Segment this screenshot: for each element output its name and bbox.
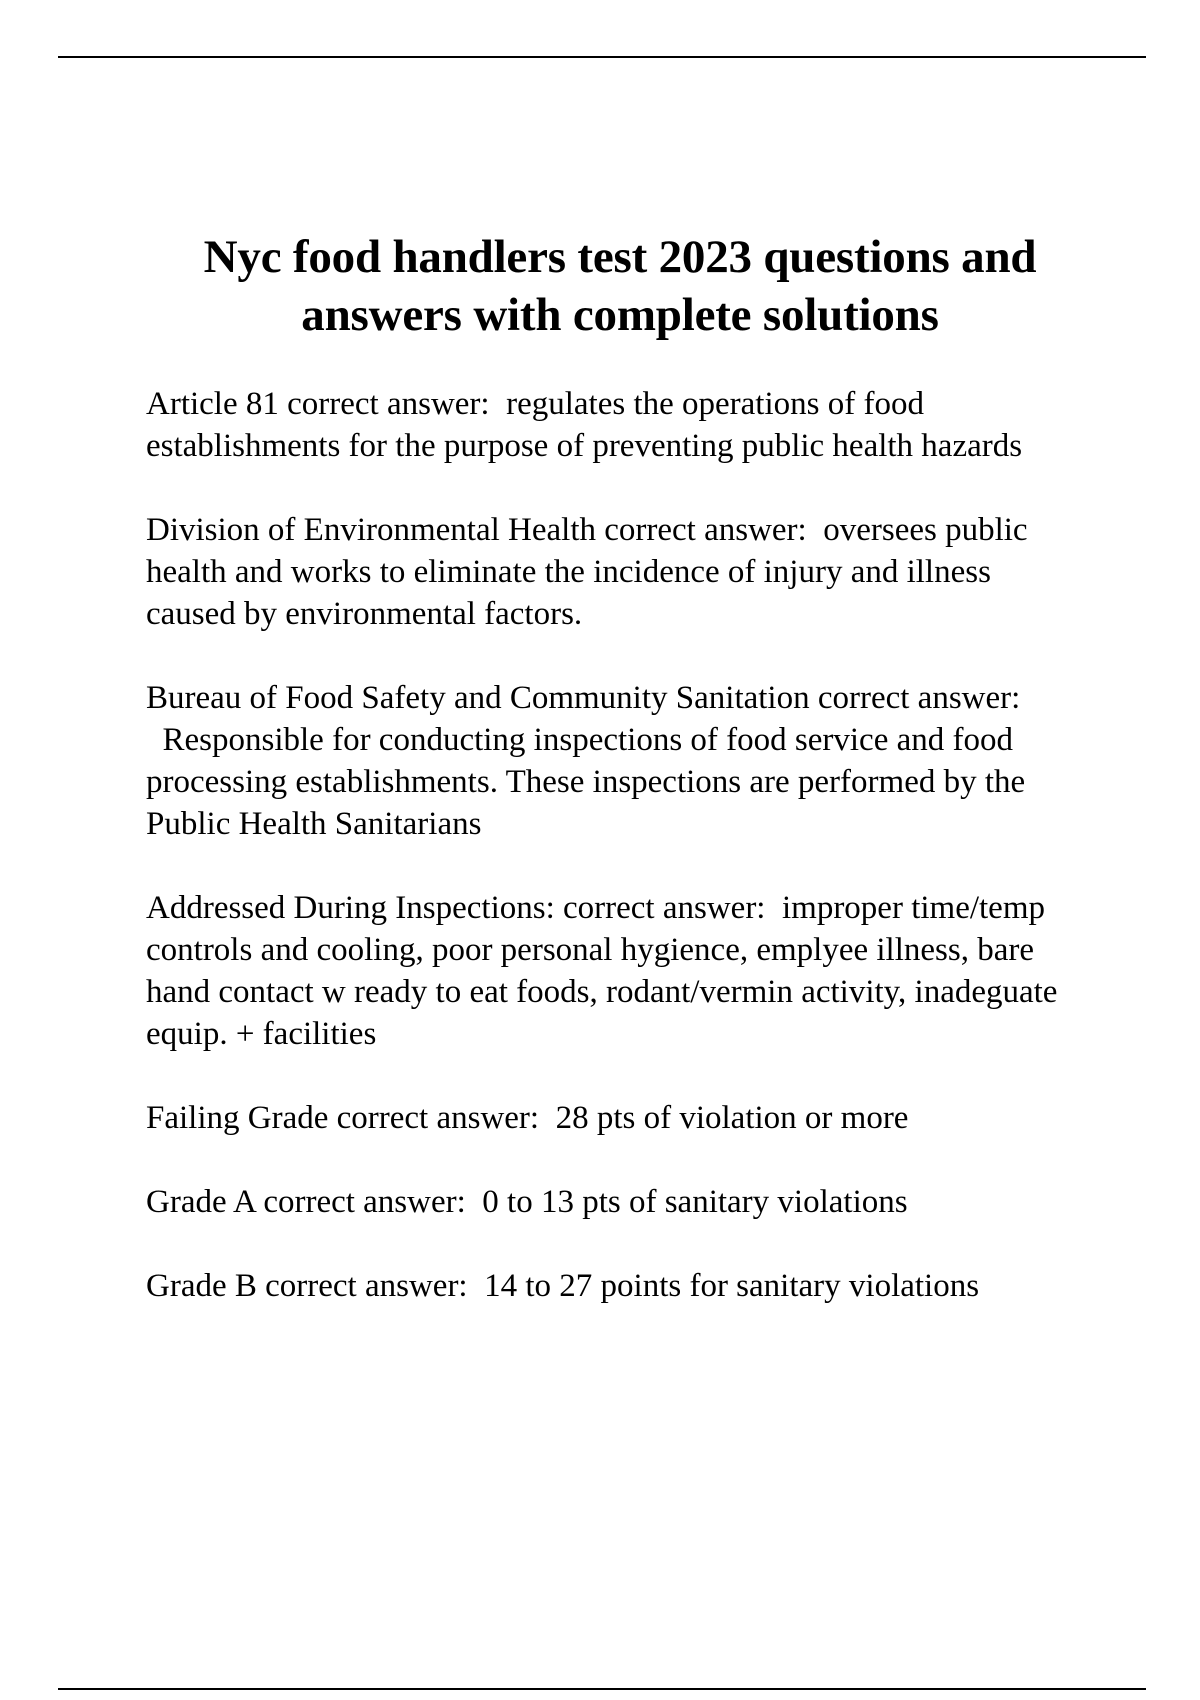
qa-entry-grade-b [146,1265,1086,1307]
entry-term: Article 81 [146,386,279,422]
qa-entry-article-81 [146,383,1086,467]
entry-answer: regulates the operations of food establishments for the purpose of preventing public health hazards [146,386,1023,464]
qa-entry-division-environmental-health [146,509,1086,635]
entry-answer: 28 pts of violation or more [555,1100,909,1136]
title-line-2: answers with complete solutions [301,289,939,341]
qa-entry-failing-grade [146,1097,1086,1139]
entry-answer: Responsible for conducting inspections of food service and food processing establishments. These inspections are performed by the Public Health Sanitarians [146,722,1026,842]
entry-answer: improper time/temp controls and cooling, poor personal hygience, emplyee illness, bare hand contact w ready to eat foods, rodant/vermin activity, inadeguate equip. + facilities [146,890,1058,1052]
qa-entry-addressed-during-inspections [146,887,1086,1055]
entry-answer: 0 to 13 pts of sanitary violations [482,1184,908,1220]
entry-answer: oversees public health and works to eliminate the incidence of injury and illness caused by environmental factors. [146,512,1028,632]
header-rule [58,56,1146,58]
entry-label: correct answer: [817,680,1021,716]
entry-term: Failing Grade [146,1100,329,1136]
entry-label: correct answer: [263,1184,466,1220]
entry-label: correct answer: [336,1100,540,1136]
entry-term: Grade B [146,1268,257,1304]
footer-rule [58,1688,1146,1690]
qa-list [146,383,1086,1349]
qa-entry-bureau-food-safety [146,677,1086,845]
entry-label: correct answer: [287,386,490,422]
entry-term: Division of Environmental Health [146,512,596,548]
entry-answer: 14 to 27 points for sanitary violations [484,1268,980,1304]
entry-term: Addressed During Inspections: [146,890,555,926]
entry-label: correct answer: [265,1268,468,1304]
entry-label: correct answer: [604,512,807,548]
entry-term: Bureau of Food Safety and Community Sanitation [146,680,810,716]
page-title [100,228,1140,344]
entry-term: Grade A [146,1184,256,1220]
qa-entry-grade-a [146,1181,1086,1223]
entry-label: correct answer: [563,890,766,926]
title-line-1: Nyc food handlers test 2023 questions and [203,231,1037,283]
